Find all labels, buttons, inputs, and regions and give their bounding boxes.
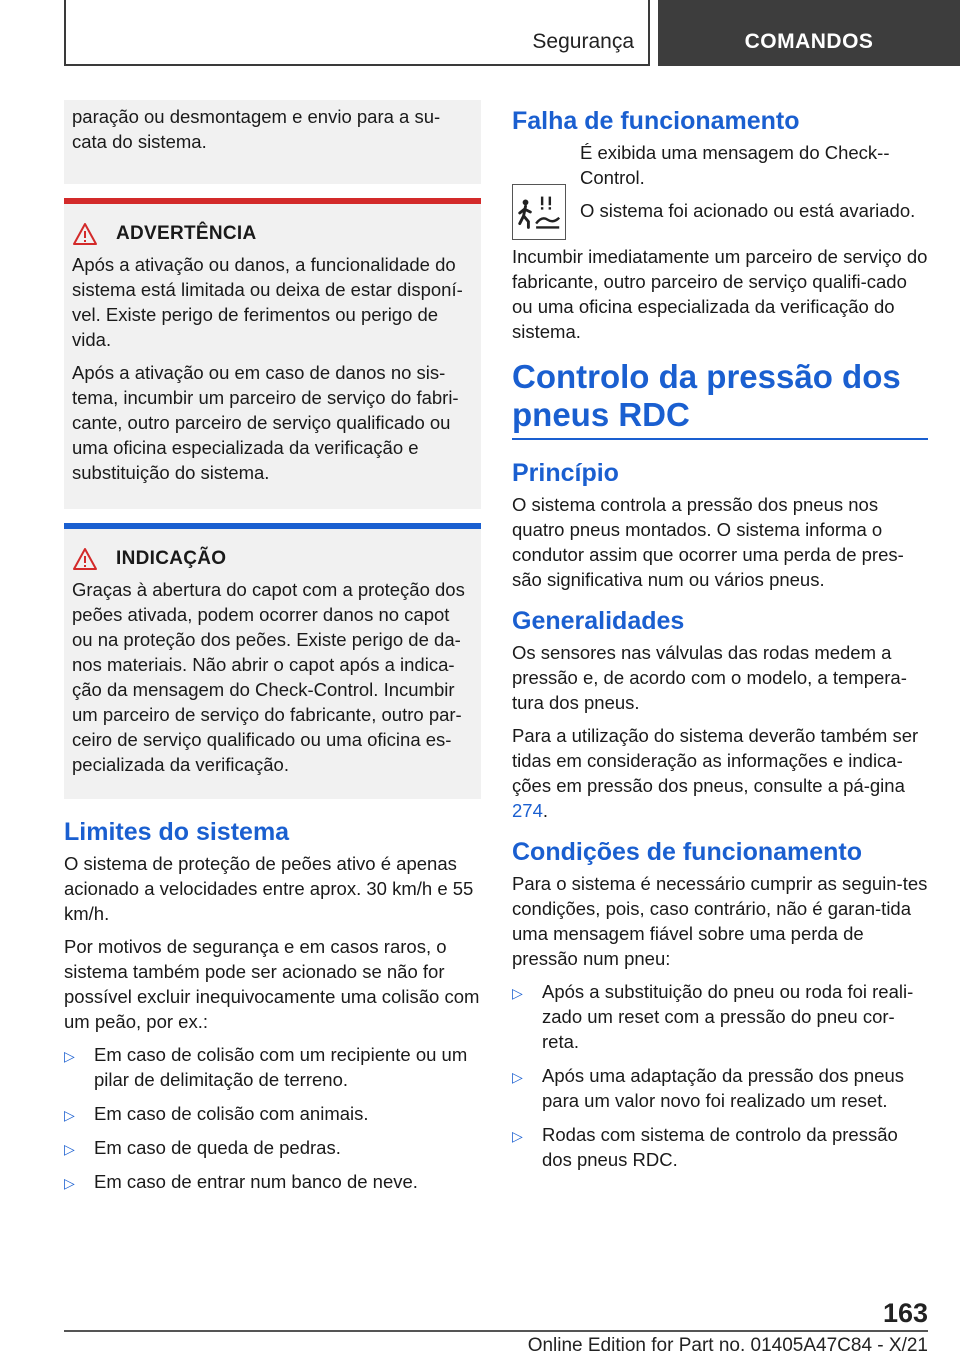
failure-message-text: [580, 140, 928, 240]
page-number: 163: [882, 1298, 928, 1328]
general-heading: Generalidades: [512, 607, 685, 635]
principle-heading: Princípio: [512, 459, 619, 487]
header-section-tab: [64, 0, 650, 66]
rdc-heading: Controlo da pressão dos pneus RDC: [512, 358, 901, 433]
limits-text-2: Por motivos de segurança e em casos raros, o sistema também pode ser acionado se não for possível excluir inequivocamente uma colisão com um peão, por ex.:: [64, 936, 480, 1032]
list-item: ▷ Após a substituição do pneu ou roda foi reali-zado um reset com a pressão do pneu cor-reta.: [512, 981, 914, 1052]
header-chapter-label: COMANDOS: [744, 30, 874, 53]
failure-heading: Falha de funcionamento: [512, 107, 800, 135]
note-box: [64, 523, 481, 799]
note-title: INDICAÇÃO: [116, 548, 227, 569]
list-item: ▷ Em caso de colisão com animais.: [64, 1101, 481, 1126]
list-item: ▷ Rodas com sistema de controlo da pressão dos pneus RDC.: [512, 1124, 898, 1170]
triangle-bullet-icon: ▷: [512, 1069, 523, 1085]
list-item: ▷ Em caso de queda de pedras.: [64, 1135, 481, 1160]
principle-text: O sistema controla a pressão dos pneus nos quatro pneus montados. O sistema informa o condutor assim que ocorrer uma perda de pres-são significativa num ou vários pneus.: [512, 494, 904, 590]
intro-text: paração ou desmontagem e envio para a su-cata do sistema.: [72, 106, 441, 152]
failure-message-block: [512, 140, 928, 240]
failure-line-1: É exibida uma mensagem do Check--Control.: [580, 142, 890, 188]
page-link[interactable]: 274: [512, 800, 543, 821]
warning-text-1: Após a ativação ou danos, a funcionalidade do sistema está limitada ou deixa de estar disponí-vel. Existe perigo de ferimentos ou perigo de vida.: [72, 254, 463, 350]
conditions-text: Para o sistema é necessário cumprir as seguin-tes condições, pois, caso contrário, não é garan-tida uma mensagem fiável sobre uma perda de pressão num pneu:: [512, 873, 928, 969]
conditions-list: [512, 979, 928, 1172]
limits-heading: Limites do sistema: [64, 818, 290, 846]
warning-triangle-icon: [72, 222, 98, 246]
triangle-bullet-icon: ▷: [64, 1048, 75, 1064]
warning-text-2: Após a ativação ou em caso de danos no sis-tema, incumbir um parceiro de serviço do fabri-cante, outro parceiro de serviço qualificado ou uma oficina especializada da verificação e substituição do sistema.: [72, 362, 459, 483]
left-column: [64, 100, 481, 1203]
failure-text: Incumbir imediatamente um parceiro de serviço do fabricante, outro parceiro de serviço qualifi-cado ou uma oficina especializada da verificação do sistema.: [512, 246, 928, 342]
limits-list: [64, 1042, 481, 1194]
note-triangle-icon: [72, 547, 98, 571]
list-item: ▷ Após uma adaptação da pressão dos pneus para um valor novo foi realizado um reset.: [512, 1065, 905, 1111]
triangle-bullet-icon: ▷: [512, 1128, 523, 1144]
note-text: Graças à abertura do capot com a proteção dos peões ativada, podem ocorrer danos no capot ou na proteção dos peões. Existe perigo de da-nos materiais. Não abrir o capot após a indica-ção da mensagem do Check-Control. Incumbir um parceiro de serviço do fabricante, outro par-ceiro de serviço qualificado ou uma oficina es-pecializada da verificação.: [72, 579, 465, 775]
triangle-bullet-icon: ▷: [64, 1141, 75, 1157]
header-section-label: Segurança: [532, 30, 634, 53]
rdc-heading-rule: [512, 438, 928, 440]
warning-title: ADVERTÊNCIA: [116, 223, 257, 244]
general-text-1: Os sensores nas válvulas das rodas medem a pressão e, de acordo com o modelo, a tempera-tura dos pneus.: [512, 642, 907, 713]
intro-box: [64, 100, 481, 184]
limits-text-1: O sistema de proteção de peões ativo é apenas acionado a velocidades entre aprox. 30 km/h e 55 km/h.: [64, 853, 474, 924]
right-column: [512, 100, 928, 1181]
pedestrian-protection-warning-icon: [512, 184, 566, 240]
conditions-heading: Condições de funcionamento: [512, 838, 863, 866]
list-item: ▷ Em caso de entrar num banco de neve.: [64, 1169, 481, 1194]
header-chapter-tab: [658, 0, 960, 66]
footer-rule: [64, 1330, 928, 1332]
triangle-bullet-icon: ▷: [64, 1175, 75, 1191]
triangle-bullet-icon: ▷: [512, 985, 523, 1001]
footer-edition: Online Edition for Part no. 01405A47C84 - X/21: [527, 1335, 928, 1356]
triangle-bullet-icon: ▷: [64, 1107, 75, 1123]
general-text-2: Para a utilização do sistema deverão também ser tidas em consideração as informações e indica-ções em pressão dos pneus, consulte a pá-gina 274.: [512, 725, 919, 821]
warning-header: [72, 222, 473, 246]
warning-box: [64, 198, 481, 509]
list-item: ▷ Em caso de colisão com um recipiente ou um pilar de delimitação de terreno.: [64, 1044, 468, 1090]
failure-line-2: O sistema foi acionado ou está avariado.: [580, 200, 916, 221]
note-header: [72, 547, 473, 571]
